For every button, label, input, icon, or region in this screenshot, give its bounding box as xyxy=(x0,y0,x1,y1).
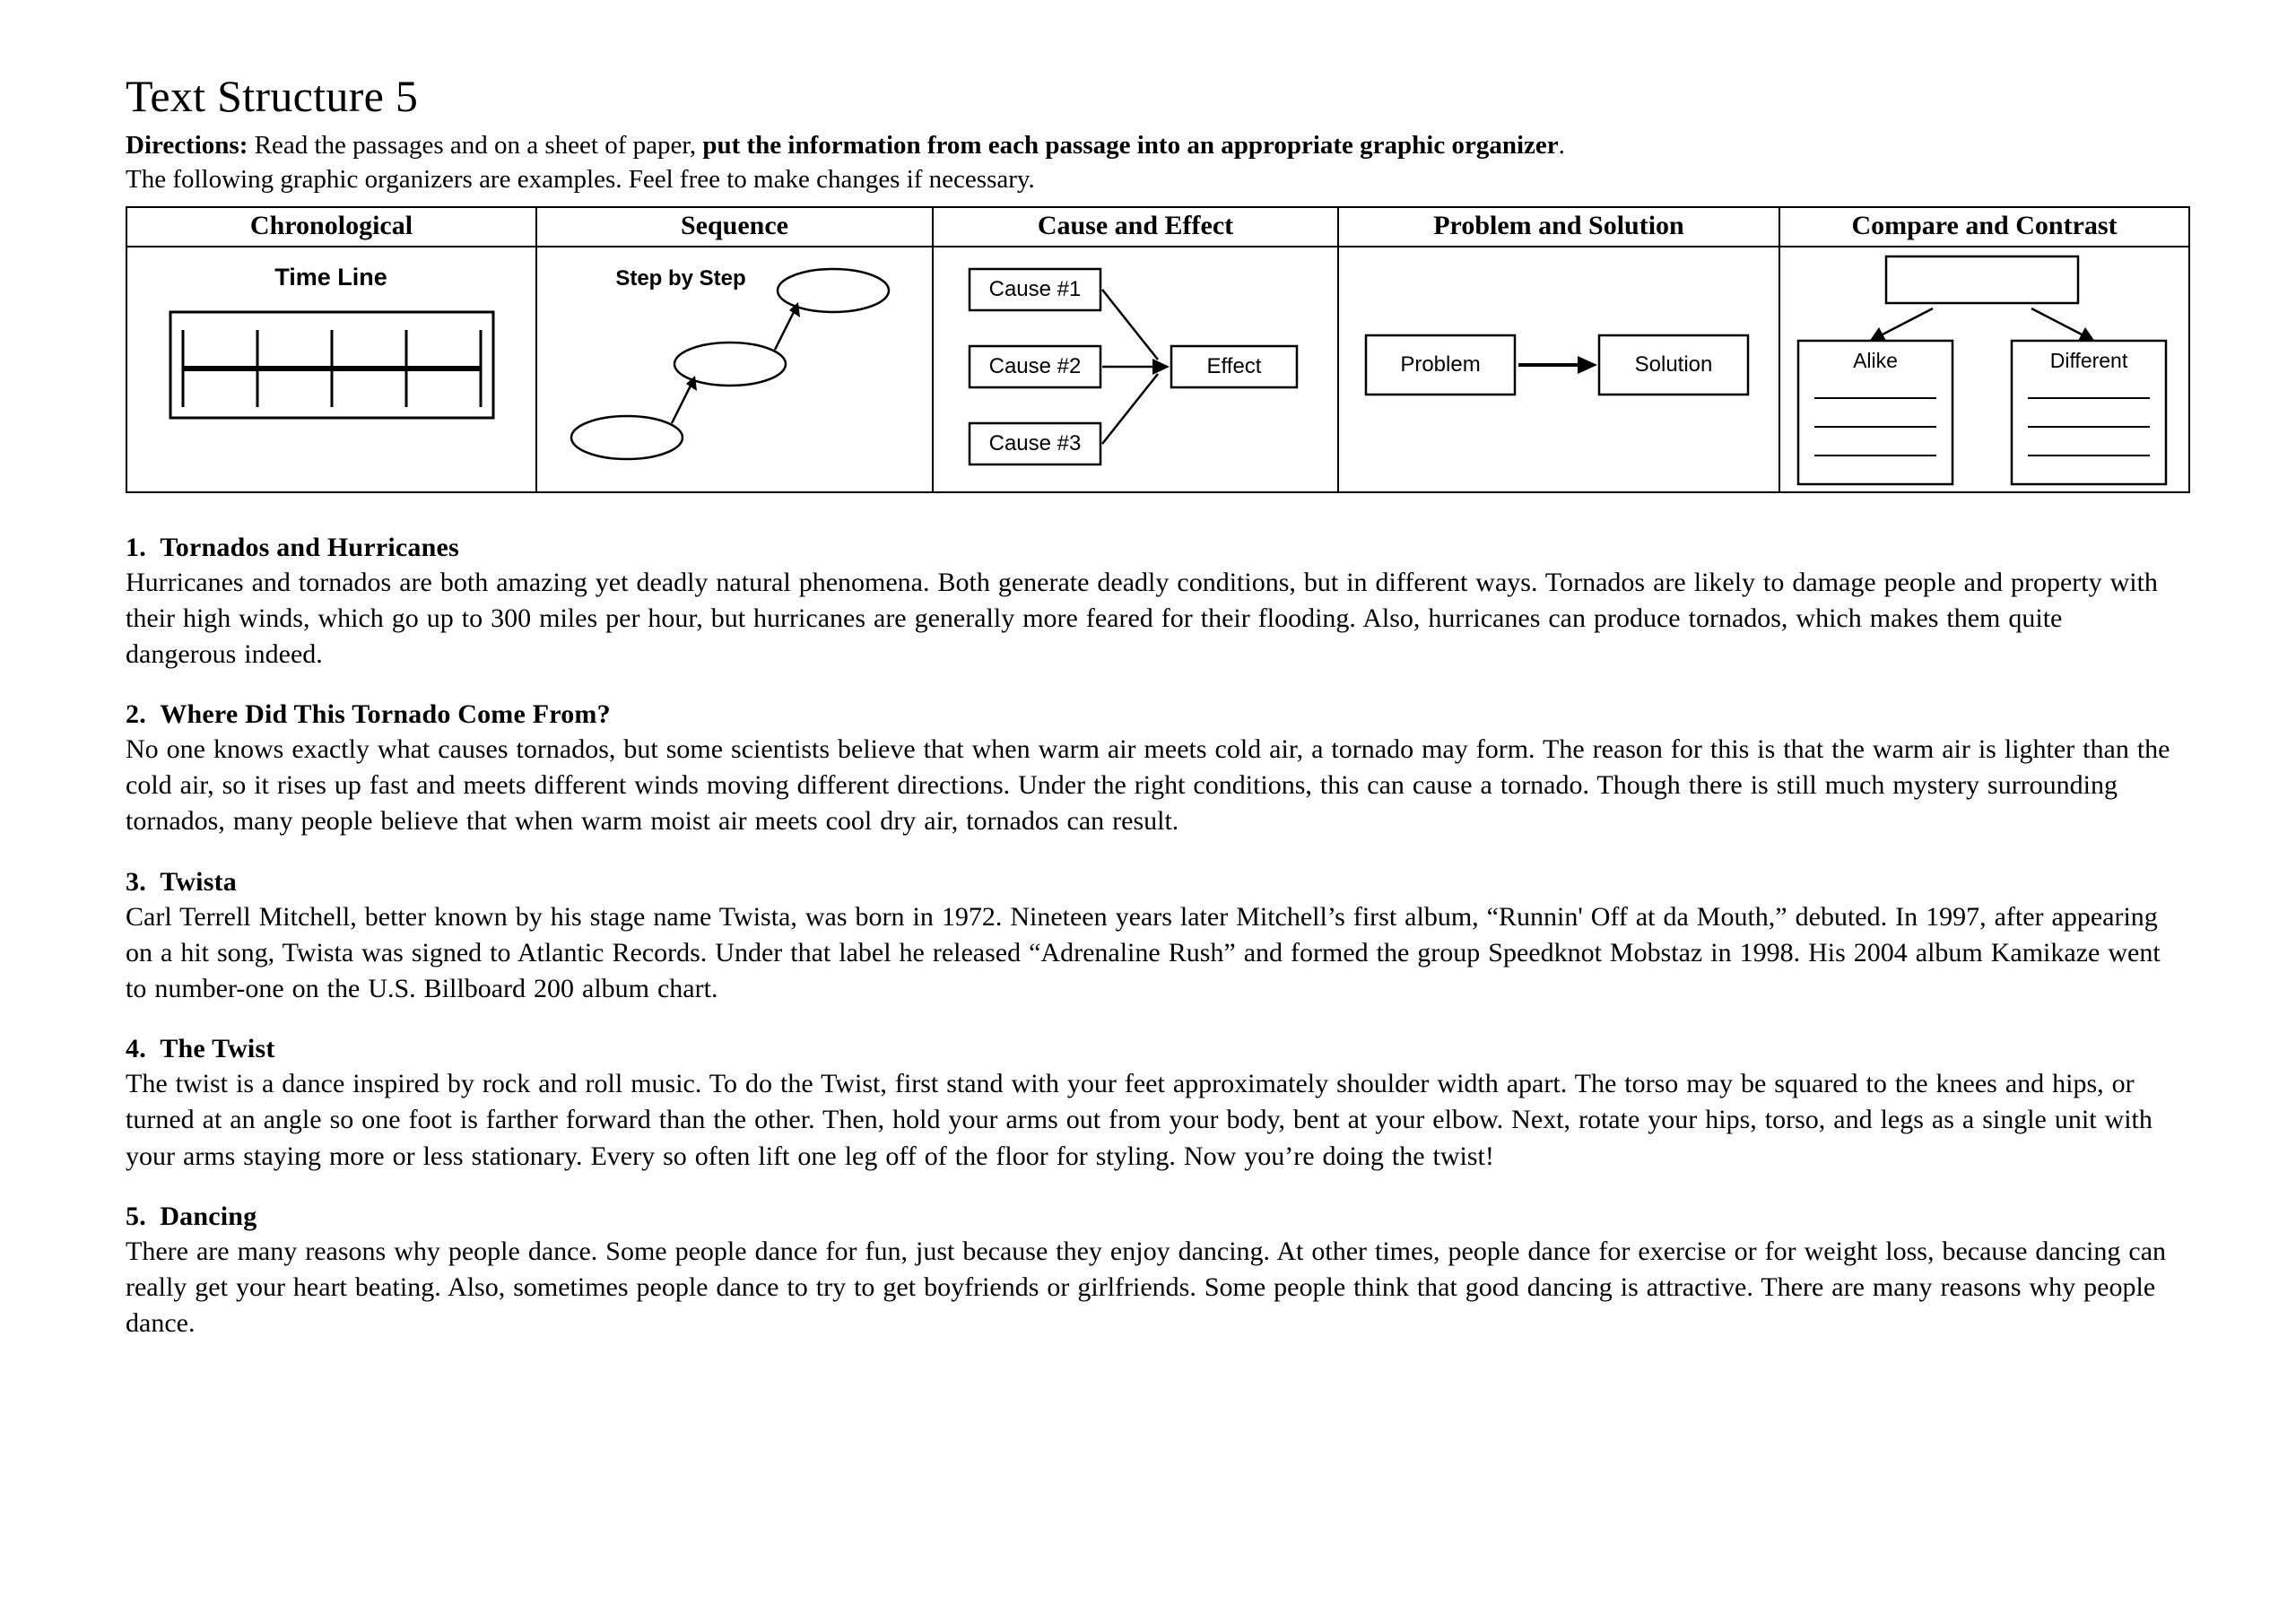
cause-1-label: Cause #1 xyxy=(988,276,1082,301)
organizer-header-problem-solution: Problem and Solution xyxy=(1338,207,1779,247)
directions-line-2: The following graphic organizers are examples. Feel free to make changes if necessary. xyxy=(126,165,1035,195)
timeline-diagram xyxy=(127,247,535,491)
passage-2-body: No one knows exactly what causes tornados, but some scientists believe that when warm air meets cold air, a tornado may form. The reason for this is that the warm air is lighter than the cold air, so it rises up fast and meets different winds moving different directions. Under the right conditions, this can cause a tornado. Though there is still much mystery surrounding tornados, many people believe that when warm moist air meets cool dry air, tornados can result. xyxy=(126,734,2170,837)
directions-paragraph xyxy=(126,128,2179,197)
organizer-header-cause-effect: Cause and Effect xyxy=(933,207,1338,247)
passage-4 xyxy=(126,1034,2179,1175)
passage-4-body: The twist is a dance inspired by rock and roll music. To do the Twist, first stand with your feet approximately shoulder width apart. The torso may be squared to the knees and hips, or turned at an angle so one foot is farther forward than the other. Then, hold your arms out from your body, bent at your elbow. Next, rotate your hips, torso, and legs as a single unit with your arms staying more or less stationary. Every so often lift one leg off of the floor for styling. Now you’re doing the twist! xyxy=(126,1069,2152,1171)
passage-3 xyxy=(126,867,2179,1008)
different-label: Different xyxy=(2049,348,2128,372)
organizer-cell-chronological xyxy=(126,247,536,492)
passage-2-heading: Where Did This Tornado Come From? xyxy=(160,699,611,730)
organizer-cell-cause-effect xyxy=(933,247,1338,492)
organizer-cell-problem-solution xyxy=(1338,247,1779,492)
passage-4-number: 4. xyxy=(126,1034,146,1064)
directions-emphasis: put the information from each passage into an appropriate graphic organizer xyxy=(702,131,1559,160)
organizer-cell-compare-contrast xyxy=(1779,247,2189,492)
passage-3-heading: Twista xyxy=(160,866,237,897)
passages-list xyxy=(126,533,2179,1342)
organizer-header-chronological: Chronological xyxy=(126,207,536,247)
effect-label: Effect xyxy=(1206,353,1262,378)
graphic-organizer-table xyxy=(126,206,2190,493)
organizer-header-compare-contrast: Compare and Contrast xyxy=(1779,207,2189,247)
passage-1-body: Hurricanes and tornados are both amazing yet deadly natural phenomena. Both generate deadly conditions, but in different ways. Tornados are likely to damage people and property with their high winds, which go up to 300 miles per hour, but hurricanes are generally more feared for their flooding. Also, hurricanes can produce tornados, which makes them quite dangerous indeed. xyxy=(126,567,2158,669)
passage-3-body: Carl Terrell Mitchell, better known by his stage name Twista, was born in 1972. Nineteen years later Mitchell’s first album, “Runnin' Off at da Mouth,” debuted. In 1997, after appearing on a hit song, Twista was signed to Atlantic Records. Under that label he released “Adrenaline Rush” and formed the group Speedknot Mobstaz in 1998. His 2004 album Kamikaze went to number-one on the U.S. Billboard 200 album chart. xyxy=(126,901,2161,1004)
passage-1-heading: Tornados and Hurricanes xyxy=(160,532,459,562)
passage-2-title xyxy=(126,699,2179,730)
passage-2-number: 2. xyxy=(126,699,146,730)
compare-contrast-diagram xyxy=(1780,247,2188,491)
cause-2-label: Cause #2 xyxy=(988,353,1082,378)
organizer-diagram-row xyxy=(126,247,2189,492)
problem-solution-diagram xyxy=(1339,247,1779,491)
organizer-header-row xyxy=(126,207,2189,247)
solution-label: Solution xyxy=(1634,351,1713,377)
directions-text-part2: . xyxy=(1558,131,1565,160)
sequence-diagram xyxy=(537,247,932,491)
organizer-cell-sequence xyxy=(536,247,933,492)
passage-2 xyxy=(126,699,2179,840)
passage-1-title xyxy=(126,533,2179,563)
passage-1 xyxy=(126,533,2179,673)
sequence-label: Step by Step xyxy=(615,265,746,291)
passage-5-title xyxy=(126,1202,2179,1232)
timeline-label: Time Line xyxy=(274,263,387,291)
problem-label: Problem xyxy=(1400,351,1481,377)
passage-3-number: 3. xyxy=(126,866,146,897)
organizer-header-sequence: Sequence xyxy=(536,207,933,247)
passage-4-heading: The Twist xyxy=(160,1034,275,1064)
passage-4-title xyxy=(126,1034,2179,1064)
passage-5-number: 5. xyxy=(126,1201,146,1231)
cause-effect-diagram xyxy=(934,247,1337,491)
page-title: Text Structure 5 xyxy=(126,71,419,121)
passage-5-heading: Dancing xyxy=(160,1201,257,1231)
cause-3-label: Cause #3 xyxy=(988,430,1082,456)
directions-label: Directions: xyxy=(126,131,248,160)
passage-5 xyxy=(126,1202,2179,1342)
passage-1-number: 1. xyxy=(126,532,146,562)
passage-5-body: There are many reasons why people dance. Some people dance for fun, just because they enjoy dancing. At other times, people dance for exercise or for weight loss, because dancing can really get your heart beating. Also, sometimes people dance to try to get boyfriends or girlfriends. Some people think that good dancing is attractive. There are many reasons why people dance. xyxy=(126,1236,2167,1339)
directions-text-part1: Read the passages and on a sheet of paper, xyxy=(248,131,703,160)
passage-3-title xyxy=(126,867,2179,898)
alike-label: Alike xyxy=(1853,348,1898,372)
